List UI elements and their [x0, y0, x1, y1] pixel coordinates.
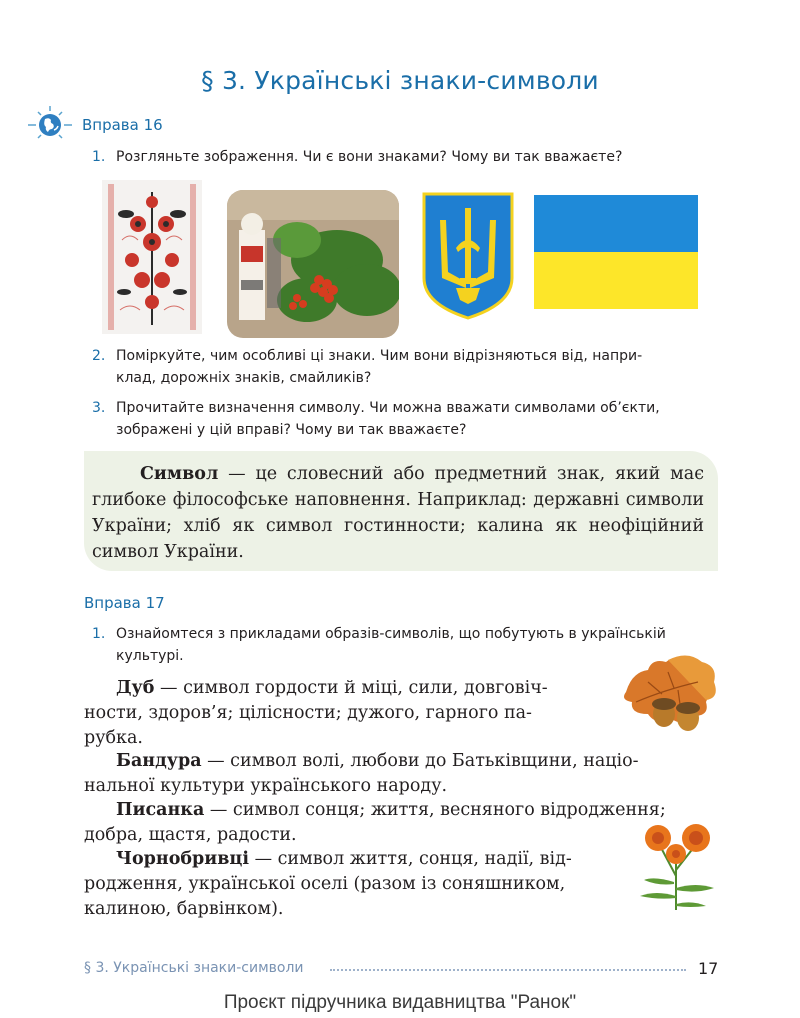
- footer-section-title: § 3. Українські знаки-символи: [84, 960, 304, 976]
- coat-of-arms-image: [422, 192, 514, 320]
- ukraine-flag-image: [534, 195, 698, 309]
- exercise-16-item-1: 1. Розгляньте зображення. Чи є вони знаками? Чому ви так вважаєте?: [92, 149, 623, 165]
- page-title: § 3. Українські знаки-символи: [201, 66, 599, 95]
- definition-term: Символ: [140, 464, 219, 484]
- footer-dotted-leader: [330, 959, 686, 971]
- exercise-16-label: Вправа 16: [82, 116, 163, 134]
- marigold-flowers-image: [636, 816, 718, 912]
- exercise-17-item-1: 1. Ознайомтеся з прикладами образів-символів, що побутують в українській культурі.: [92, 626, 666, 664]
- project-watermark: Проєкт підручника видавництва "Ранок": [223, 992, 577, 1013]
- definition-text: Символ — це словесний або предметний знак, який має глибоке філософське наповнення. Наприклад: державні символи України; хліб як символ гостинности; калина як неофіційний символ України.: [92, 464, 704, 562]
- exercise-17-label: Вправа 17: [84, 594, 165, 612]
- symbol-bandura: Бандура — символ волі, любови до Батьківщини, націо- нальної культури українського народу.: [84, 751, 639, 796]
- symbol-pysanka: Писанка — символ сонця; життя, весняного відродження; добра, щастя, радости.: [84, 800, 666, 845]
- exercise-16-item-3: 3. Прочитайте визначення символу. Чи можна вважати символами об’єкти, зображені у цій вправі? Чому ви так вважаєте?: [92, 400, 660, 438]
- exercise-16-item-2: 2. Поміркуйте, чим особливі ці знаки. Чим вони відрізняються від, напри- клад, дорожніх знаків, смайликів?: [92, 348, 643, 386]
- motanka-viburnum-image: [227, 190, 399, 338]
- definition-box: [84, 451, 718, 571]
- symbol-marigolds: Чорнобривці — символ життя, сонця, надії, від- родження, української оселі (разом із соняшником, калиною, барвінком).: [84, 849, 572, 919]
- oak-leaves-acorns-image: [618, 652, 720, 734]
- symbol-oak: Дуб — символ гордости й міці, сили, довговіч- ности, здоров’я; цілісности; дужого, гарного па- рубка.: [84, 678, 548, 748]
- embroidery-image: [102, 180, 202, 334]
- globe-exercise-icon: [24, 106, 76, 146]
- page-number: 17: [698, 959, 719, 978]
